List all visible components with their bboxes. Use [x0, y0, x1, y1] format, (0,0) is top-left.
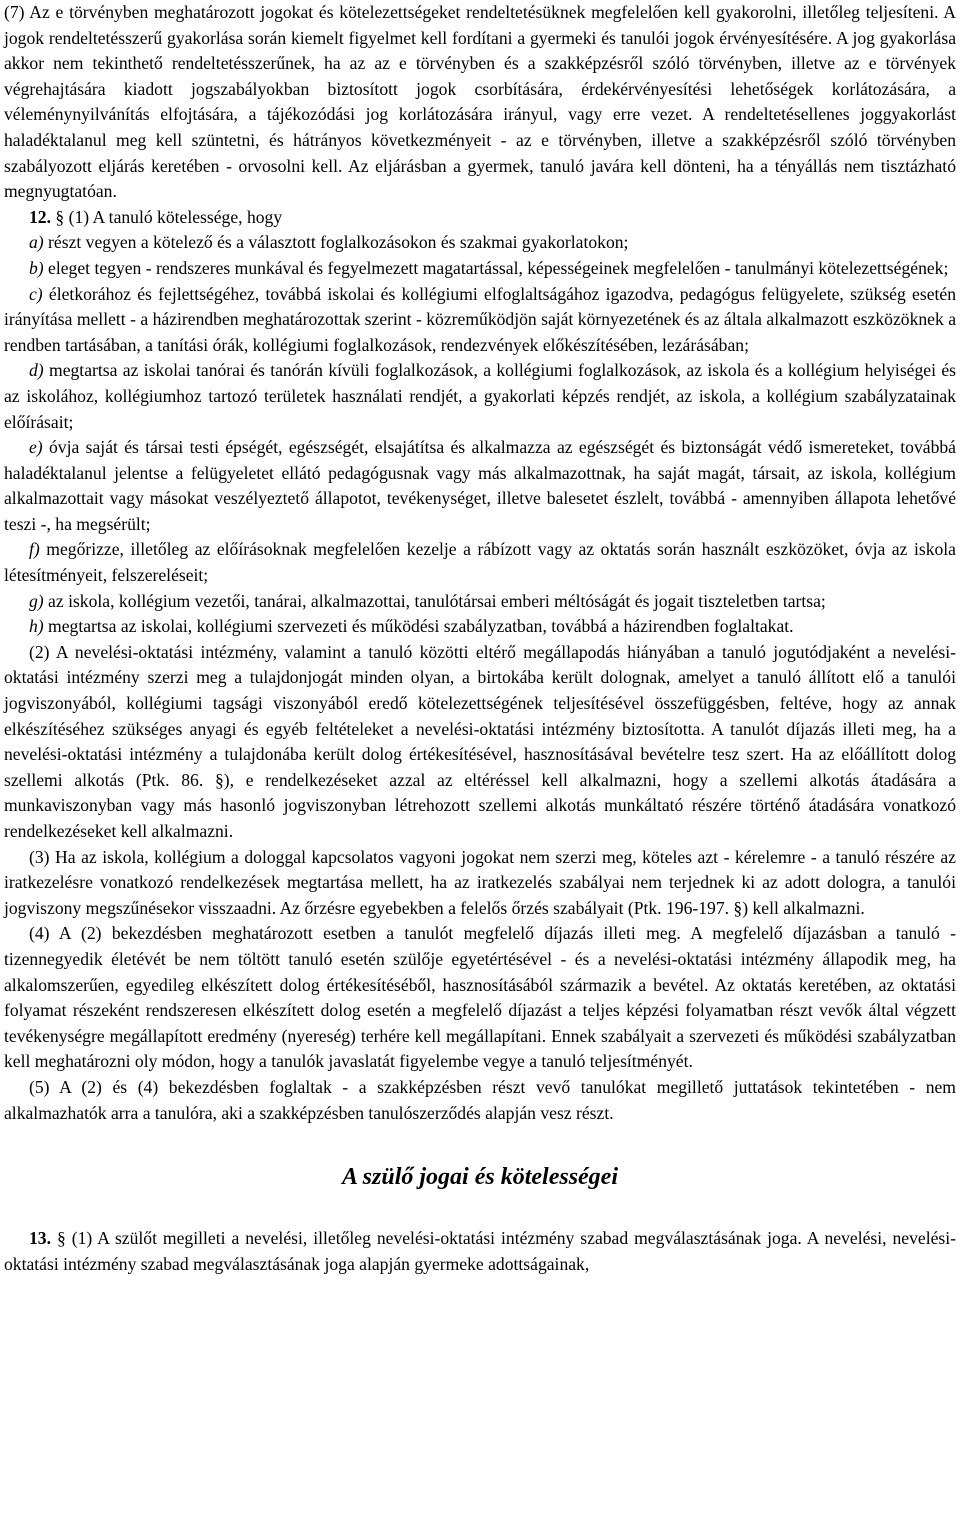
item-b-label: b)	[29, 257, 44, 278]
section-13-text: (1) A szülőt megilleti a nevelési, illetőleg nevelési-oktatási intézmény szabad megválasztásának joga. A nevelési, nevelési-oktatási intézmény szabad megválasztásának joga alapján gyermeke adottságainak,	[4, 1228, 956, 1274]
item-f-text: megőrizze, illetőleg az előírásoknak megfelelően kezelje a rábízott vagy az oktatás során használt eszközöket, óvja az iskola létesítményeit, felszereléseit;	[4, 539, 956, 586]
paragraph-7-text: (7) Az e törvényben meghatározott jogokat és kötelezettségeket rendeltetésüknek megfelelően kell gyakorolni, illetőleg teljesíteni. A jogok rendeltetésszerű gyakorlása során kiemelt figyelmet kell fordítani a gyermeki és tanulói jogok érvényesítésére.	[4, 2, 956, 48]
item-c-text: életkorához és fejlettségéhez, továbbá iskolai és kollégiumi elfoglaltságához igazodva, pedagógus felügyelete, szükség esetén irányítása mellett - a házirendben meghatározottak szerint - közreműködjön saját környezetének és az általa alkalmazott eszközöknek a rendben tartásában, a tanítási órák, kollégiumi foglalkozások, rendezvények előkészítésében, lezárásában;	[4, 283, 956, 355]
item-h-label: h)	[29, 616, 44, 637]
item-g	[4, 589, 956, 615]
item-e	[4, 435, 956, 537]
paragraph-7-text-cont: A jog gyakorlása akkor nem tekinthető rendeltetésszerűnek, ha az az e törvényben és a szakképzésről szóló törvényben, illetve az e törvények végrehajtására kiadott jogszabályokban biztosított jogok csorbítására, érdekérvényesítési lehetőségek korlátozására, a véleménynyilvánítás elfojtására, a tájékozódási jog korlátozására irányul, vagy erre vezet. A rendeltetésellenes joggyakorlást haladéktalanul meg kell szüntetni, és hátrányos következményeit - az e törvényben, illetve a szakképzésről szóló törvényben szabályozott eljárás keretében - orvosolni kell. Az eljárásban a gyermek, tanuló javára kell dönteni, ha a tényállás nem tisztázható megnyugtatóan.	[4, 27, 957, 202]
item-f	[4, 537, 956, 588]
item-a-text: részt vegyen a kötelező és a választott foglalkozásokon és szakmai gyakorlatokon;	[43, 232, 629, 253]
item-d	[4, 358, 956, 435]
section-12-lead	[4, 205, 956, 231]
section-13-paragraph	[4, 1226, 956, 1277]
item-a	[4, 230, 956, 256]
section-heading: A szülő jogai és kötelességei	[342, 1164, 618, 1191]
section-sign: §	[55, 206, 65, 227]
section-12-lead-text: (1) A tanuló kötelessége, hogy	[64, 206, 283, 227]
document-page	[4, 0, 956, 1277]
item-f-label: f)	[29, 539, 40, 560]
item-d-text: megtartsa az iskolai tanórai és tanórán kívüli foglalkozások, a kollégiumi foglalkozások, az iskola és a kollégium helyiségei és az iskolához, kollégiumhoz tartozó területek használati rendjét, a gyakorlati képzés rendjét, az iskola, a kollégium szabályzatainak előírásait;	[4, 360, 956, 432]
item-d-label: d)	[29, 360, 44, 381]
item-e-text: óvja saját és társai testi épségét, egészségét, elsajátítsa és alkalmazza az egészségét és biztonságát védő ismereteket, továbbá haladéktalanul jelentse a felügyeletet ellátó pedagógusnak vagy más alkalmazottnak, ha saját magát, társait, az iskola, kollégium alkalmazottait vagy másokat veszélyeztető állapotot, tevékenységet, illetve balesetet észlelt, továbbá - amennyiben állapota lehetővé teszi -, ha megsérült;	[4, 437, 956, 534]
section-12-paragraph-2: (2) A nevelési-oktatási intézmény, valamint a tanuló közötti eltérő megállapodás hiányában a tanuló jogutódjaként a nevelési-oktatási intézmény szerzi meg a tulajdonjogát minden olyan, a birtokába került dolognak, amelyet a tanuló állított elő a tanulói jogviszonyából, kollégiumi tagsági viszonyából eredő kötelezettségének teljesítésével összefüggésben, feltéve, hogy az annak elkészítéséhez szükséges anyagi és egyéb feltételeket a nevelési-oktatási intézmény biztosította. A tanulót díjazás illeti meg, ha a nevelési-oktatási intézmény a tulajdonába került dolog értékesítésével, hasznosításával bevételre tesz szert. Ha az előállított dolog szellemi alkotás (Ptk. 86. §), e rendelkezéseket azzal az eltéréssel kell alkalmazni, hogy a szellemi alkotás átadására a munkaviszonyban vagy más hasonló jogviszonyban létrehozott szellemi alkotás munkáltató részére történő átadására vonatkozó rendelkezéseket kell alkalmazni.	[4, 641, 956, 841]
paragraph-7	[4, 0, 956, 205]
item-h-text: megtartsa az iskolai, kollégiumi szervezeti és működési szabályzatban, továbbá a házirendben foglaltakat.	[43, 616, 794, 637]
item-g-text: az iskola, kollégium vezetői, tanárai, alkalmazottai, tanulótársai emberi méltóságát és jogait tiszteletben tartsa;	[43, 590, 826, 611]
item-b	[4, 256, 956, 282]
section-sign: §	[56, 1228, 66, 1249]
item-c	[4, 282, 956, 359]
section-12-paragraph-5: (5) A (2) és (4) bekezdésben foglaltak - a szakképzésben részt vevő tanulókat megillető juttatások tekintetében - nem alkalmazhatók arra a tanulóra, aki a szakképzésben tanulószerződés alapján vesz részt.	[4, 1076, 956, 1123]
item-e-label: e)	[29, 437, 43, 458]
section-12-paragraph-3: (3) Ha az iskola, kollégium a dologgal kapcsolatos vagyoni jogokat nem szerzi meg, köteles azt - kérelemre - a tanuló részére az iratkezelésre vonatkozó rendelkezések megtartása mellett, ha az iratkezelés szabályai nem terjednek ki az adott dologra, a tanulói jogviszony megszűnésekor visszaadni. Az őrzésre egyebekben a felelős őrzés szabályait (Ptk. 196-197. §) kell alkalmazni.	[4, 846, 956, 918]
item-g-label: g)	[29, 590, 44, 611]
item-c-label: c)	[29, 283, 43, 304]
section-12-paragraph-4: (4) A (2) bekezdésben meghatározott esetben a tanulót megfelelő díjazás illeti meg. A megfelelő díjazásban a tanuló - tizennegyedik életévét be nem töltött tanuló esetén szülője egyetértésével - és a nevelési-oktatási intézmény állapodik meg, ha alkalomszerűen, egyedileg elkészített dolog értékesítéséből, hasznosításából származik a bevétel. Az oktatás keretében, az oktatási folyamat részeként rendszeresen elkészített dolog esetén a megfelelő díjazást a teljes képzési folyamatban részt vevők által végzett tevékenységre megállapított eredmény (nyereség) terhére kell megállapítani. Ennek szabályait a szervezeti és működési szabályzatban kell meghatározni oly módon, hogy a tanulók javaslatát figyelembe vegye a tanuló teljesítményét.	[4, 923, 956, 1072]
item-h	[4, 614, 956, 640]
section-13-number: 13.	[29, 1228, 51, 1249]
section-12-number: 12.	[29, 206, 51, 227]
item-b-text: eleget tegyen - rendszeres munkával és fegyelmezett magatartással, képességeinek megfelelően - tanulmányi kötelezettségének;	[43, 257, 949, 278]
item-a-label: a)	[29, 232, 44, 253]
